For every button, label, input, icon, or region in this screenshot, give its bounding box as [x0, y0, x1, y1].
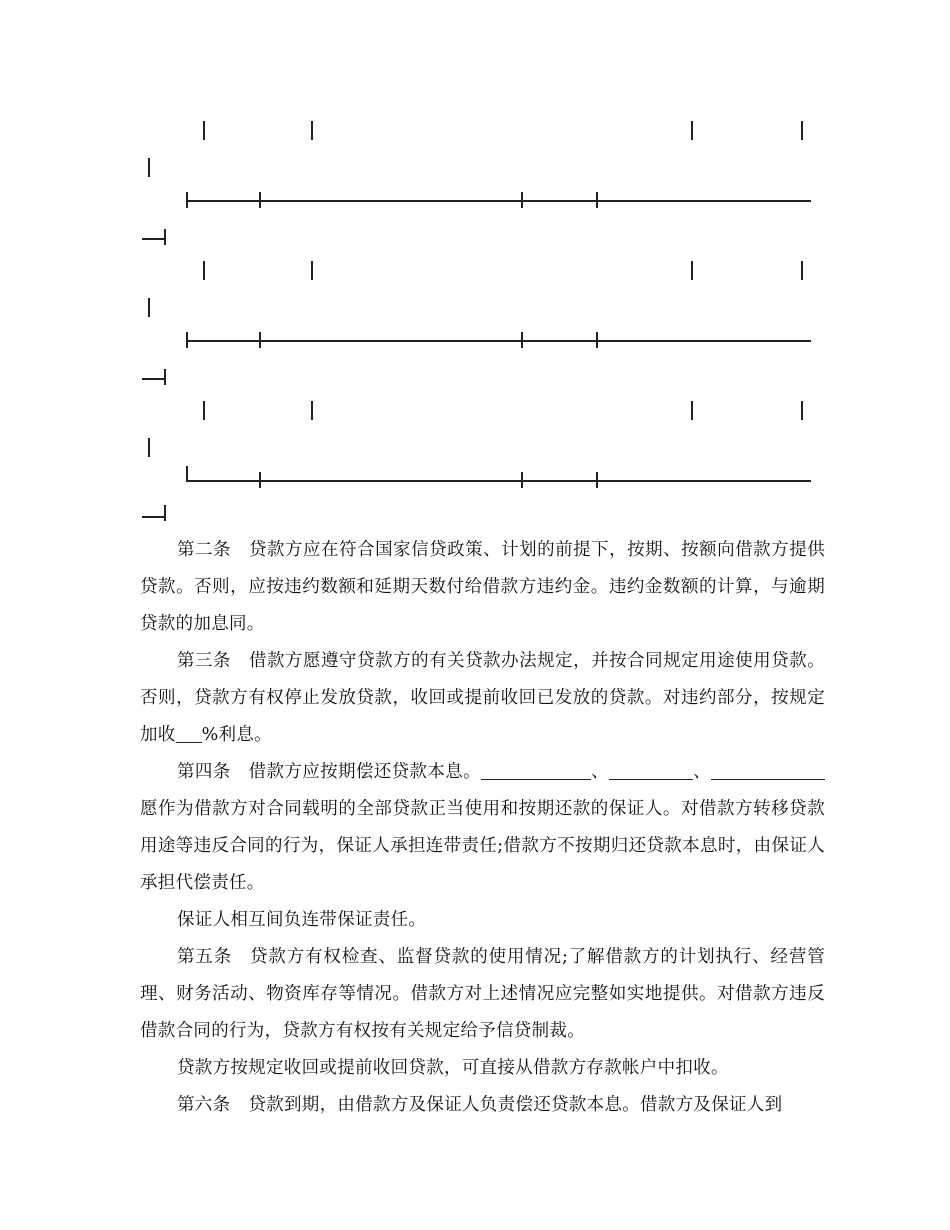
clause-label: 第四条 [177, 762, 231, 782]
table-border [148, 158, 150, 177]
clause-3 [140, 643, 825, 754]
table-border [801, 401, 803, 420]
clause-text: 贷款方按规定收回或提前收回贷款，可直接从借款方存款帐户中扣收。 [177, 1058, 729, 1078]
table-rule [142, 378, 164, 380]
contract-body [140, 532, 825, 1124]
table-border [596, 472, 598, 488]
clause-label: 第三条 [177, 651, 232, 671]
clause-4 [140, 754, 825, 902]
table-rule [186, 340, 811, 342]
table-border [521, 332, 523, 348]
table-border [259, 332, 261, 348]
table-rule [142, 238, 164, 240]
table-border [186, 192, 188, 208]
clause-text: 贷款方应在符合国家信贷政策、计划的前提下，按期、按额向借款方提供贷款。否则，应按违约数额和延期天数付给借款方违约金。违约金数额的计算，与逾期贷款的加息同。 [140, 540, 825, 634]
table-border [164, 229, 166, 245]
table-border [521, 472, 523, 488]
guarantor-blank [711, 761, 795, 780]
guarantor-blank [481, 761, 591, 780]
table-border [148, 438, 150, 457]
blank-field [176, 724, 202, 743]
table-border [311, 401, 313, 420]
clause-text: %利息。 [201, 725, 272, 745]
table-border [259, 472, 261, 488]
table-border [691, 401, 693, 420]
table-border [596, 332, 598, 348]
table-border [164, 505, 166, 521]
table-border [148, 298, 150, 317]
table-border [259, 192, 261, 208]
clause-text: 保证人相互间负连带保证责任。 [177, 910, 427, 930]
table-border [186, 332, 188, 348]
table-border [801, 121, 803, 140]
table-border [164, 369, 166, 385]
clause-2 [140, 532, 825, 643]
table-border [691, 121, 693, 140]
table-border [801, 261, 803, 280]
clause-6 [140, 1087, 825, 1124]
clause-text: 借款方应按期偿还贷款本息。 [248, 762, 482, 782]
table-rule [186, 200, 811, 202]
table-border [521, 192, 523, 208]
table-border [311, 121, 313, 140]
clause-label: 第五条 [177, 947, 233, 967]
clause-text: 贷款到期，由借款方及保证人负责偿还贷款本息。借款方及保证人到 [248, 1095, 783, 1115]
table-border [203, 121, 205, 140]
clause-label: 第二条 [177, 540, 232, 560]
clause-5 [140, 939, 825, 1050]
guarantor-blank [609, 761, 693, 780]
clause-text: 愿作为借款方对合同载明的全部贷款正当使用和按期还款的保证人。对借款方转移贷款用途等违反合同的行为，保证人承担连带责任;借款方不按期归还贷款本息时，由保证人承担代偿责任。 [140, 799, 825, 893]
clause-text: 贷款方有权检查、监督贷款的使用情况;了解借款方的计划执行、经营管理、财务活动、物资库存等情况。借款方对上述情况应完整如实地提供。对借款方违反借款合同的行为，贷款方有权按有关规定给予信贷制裁。 [140, 947, 825, 1041]
table-border [691, 261, 693, 280]
clause-5-note [140, 1050, 825, 1087]
separator: 、 [693, 762, 711, 782]
table-border [203, 401, 205, 420]
table-rule [186, 480, 811, 482]
guarantor-blank [795, 761, 825, 780]
table-border [186, 466, 188, 482]
clause-text: 借款方愿遵守贷款方的有关贷款办法规定，并按合同规定用途使用贷款。否则，贷款方有权停止发放贷款，收回或提前收回已发放的贷款。对违约部分，按规定加收 [140, 651, 825, 745]
table-border [311, 261, 313, 280]
clause-label: 第六条 [177, 1095, 231, 1115]
table-border [596, 192, 598, 208]
table-rule [142, 516, 164, 518]
clause-4-note [140, 902, 825, 939]
table-border [203, 261, 205, 280]
separator: 、 [591, 762, 610, 782]
